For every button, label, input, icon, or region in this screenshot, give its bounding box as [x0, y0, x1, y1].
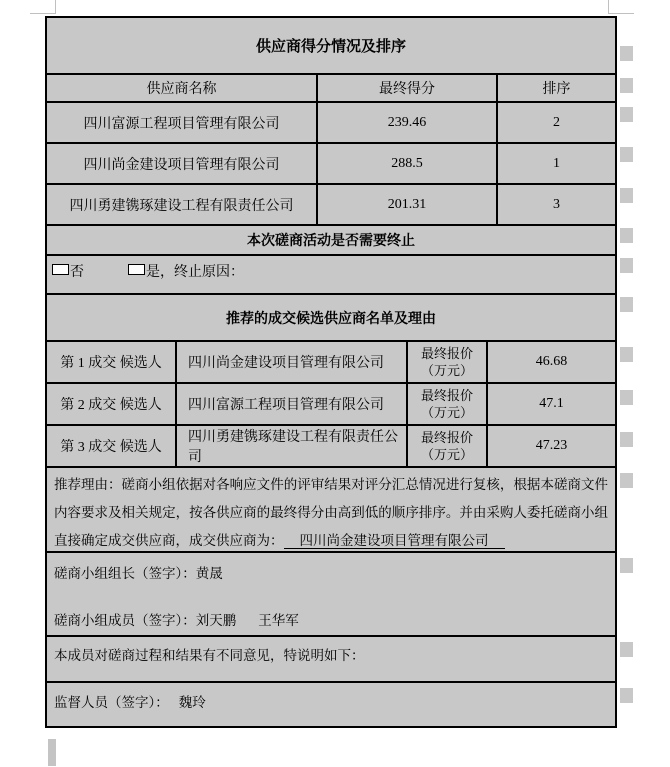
- final-price-label: [408, 342, 488, 382]
- final-price-label-line2: （万元）: [420, 405, 473, 420]
- leader-signature-label: 磋商小组组长（签字）：: [54, 566, 196, 581]
- row-end-marker: [620, 46, 633, 61]
- candidates-section-title: 推荐的成交候选供应商名单及理由: [226, 311, 436, 327]
- recommendation-reason-block: [47, 466, 615, 551]
- candidate-name: 四川尚金建设项目管理有限公司: [177, 342, 408, 382]
- final-price-value: 47.23: [535, 438, 568, 453]
- margin-mark-top-right-horizontal: [608, 13, 634, 14]
- checkbox-yes[interactable]: [128, 264, 145, 275]
- final-price-label-line2: （万元）: [420, 363, 473, 378]
- members-signature-line: [54, 609, 608, 629]
- candidates-section-title-row: [47, 293, 615, 340]
- leader-signature-name: 黄晟: [195, 566, 223, 581]
- row-end-marker: [620, 432, 633, 447]
- signature-block: [47, 551, 615, 635]
- final-price-label-line1: 最终报价: [420, 346, 473, 361]
- candidate-name: 四川富源工程项目管理有限公司: [177, 384, 408, 424]
- row-end-marker: [620, 558, 633, 573]
- final-price-label: [408, 426, 488, 466]
- margin-mark-top-right-vertical: [608, 0, 609, 13]
- col-header-final-score: 最终得分: [318, 75, 498, 101]
- row-end-marker: [620, 107, 633, 122]
- supplier-name: 四川勇建镌琢建设工程有限责任公司: [47, 185, 318, 224]
- dissent-text: 本成员对磋商过程和结果有不同意见，特说明如下：: [54, 648, 365, 663]
- termination-options-row: [47, 254, 615, 293]
- rank: 1: [553, 155, 560, 171]
- row-end-marker: [620, 78, 633, 93]
- score-row-3: [47, 183, 615, 224]
- score-section-title-row: [47, 18, 615, 73]
- text-cursor-mark: [48, 739, 56, 766]
- final-price-label-line2: （万元）: [420, 447, 473, 462]
- checkbox-no[interactable]: [52, 264, 69, 275]
- member-signature-name-2: 王华军: [258, 613, 299, 628]
- termination-section-title: 本次磋商活动是否需要终止: [247, 234, 415, 249]
- final-price-label: [408, 384, 488, 424]
- row-end-marker: [620, 642, 633, 657]
- supervisor-block: [47, 681, 615, 726]
- final-score: 201.31: [318, 185, 498, 224]
- member-signature-name-1: 刘天鹏: [195, 613, 237, 628]
- row-end-marker: [620, 347, 633, 362]
- dissent-block: [47, 635, 615, 681]
- final-price-value: 47.1: [539, 396, 564, 411]
- final-price-value: 46.68: [535, 354, 568, 369]
- row-end-marker: [620, 390, 633, 405]
- recommendation-reason-text: 推荐理由：磋商小组依据对各响应文件的评审结果对评分汇总情况进行复核，根据本磋商文件内容要求及相关规定，按各供应商的最终得分由高到低的顺序排序。并由采购人委托磋商小组直接确定成交供应商，成交供应商为：: [54, 477, 608, 548]
- candidate-row-3: [47, 424, 615, 466]
- margin-mark-top-left-horizontal: [30, 13, 56, 14]
- row-end-marker: [620, 473, 633, 488]
- candidate-row-1: [47, 340, 615, 382]
- score-row-2: [47, 142, 615, 183]
- supervisor-signature-name: 魏玲: [178, 695, 206, 710]
- rank: 3: [553, 196, 560, 212]
- col-header-supplier-name: 供应商名称: [47, 75, 318, 101]
- option-yes-label: 是，终止原因：: [146, 265, 244, 280]
- supplier-name: 四川富源工程项目管理有限公司: [47, 103, 318, 142]
- row-end-marker: [620, 188, 633, 203]
- row-end-marker: [620, 258, 633, 273]
- candidate-label: 第 2 成交 候选人: [47, 384, 177, 424]
- termination-section-title-row: [47, 224, 615, 254]
- candidate-label: 第 3 成交 候选人: [47, 426, 177, 466]
- margin-mark-top-left-vertical: [55, 0, 56, 13]
- score-section-title: 供应商得分情况及排序: [255, 39, 406, 55]
- leader-signature-line: [54, 562, 608, 582]
- final-score: 288.5: [318, 144, 498, 183]
- candidate-row-2: [47, 382, 615, 424]
- score-table-header-row: [47, 73, 615, 101]
- option-no-label: 否: [70, 265, 84, 280]
- row-end-marker: [620, 147, 633, 162]
- row-end-marker: [620, 297, 633, 312]
- row-end-marker: [620, 228, 633, 243]
- evaluation-form-table: [45, 16, 617, 728]
- supplier-name: 四川尚金建设项目管理有限公司: [47, 144, 318, 183]
- rank: 2: [553, 114, 560, 130]
- final-price-label-line1: 最终报价: [420, 388, 473, 403]
- score-row-1: [47, 101, 615, 142]
- candidate-name: 四川勇建镌琢建设工程有限责任公司: [177, 426, 408, 466]
- final-price-label-line1: 最终报价: [420, 430, 473, 445]
- supervisor-signature-label: 监督人员（签字）：: [54, 695, 169, 710]
- final-score: 239.46: [318, 103, 498, 142]
- candidate-label: 第 1 成交 候选人: [47, 342, 177, 382]
- col-header-rank: 排序: [542, 82, 571, 97]
- members-signature-label: 磋商小组成员（签字）：: [54, 613, 196, 628]
- row-end-marker: [620, 688, 633, 703]
- winning-supplier-name: 四川尚金建设项目管理有限公司: [284, 533, 505, 549]
